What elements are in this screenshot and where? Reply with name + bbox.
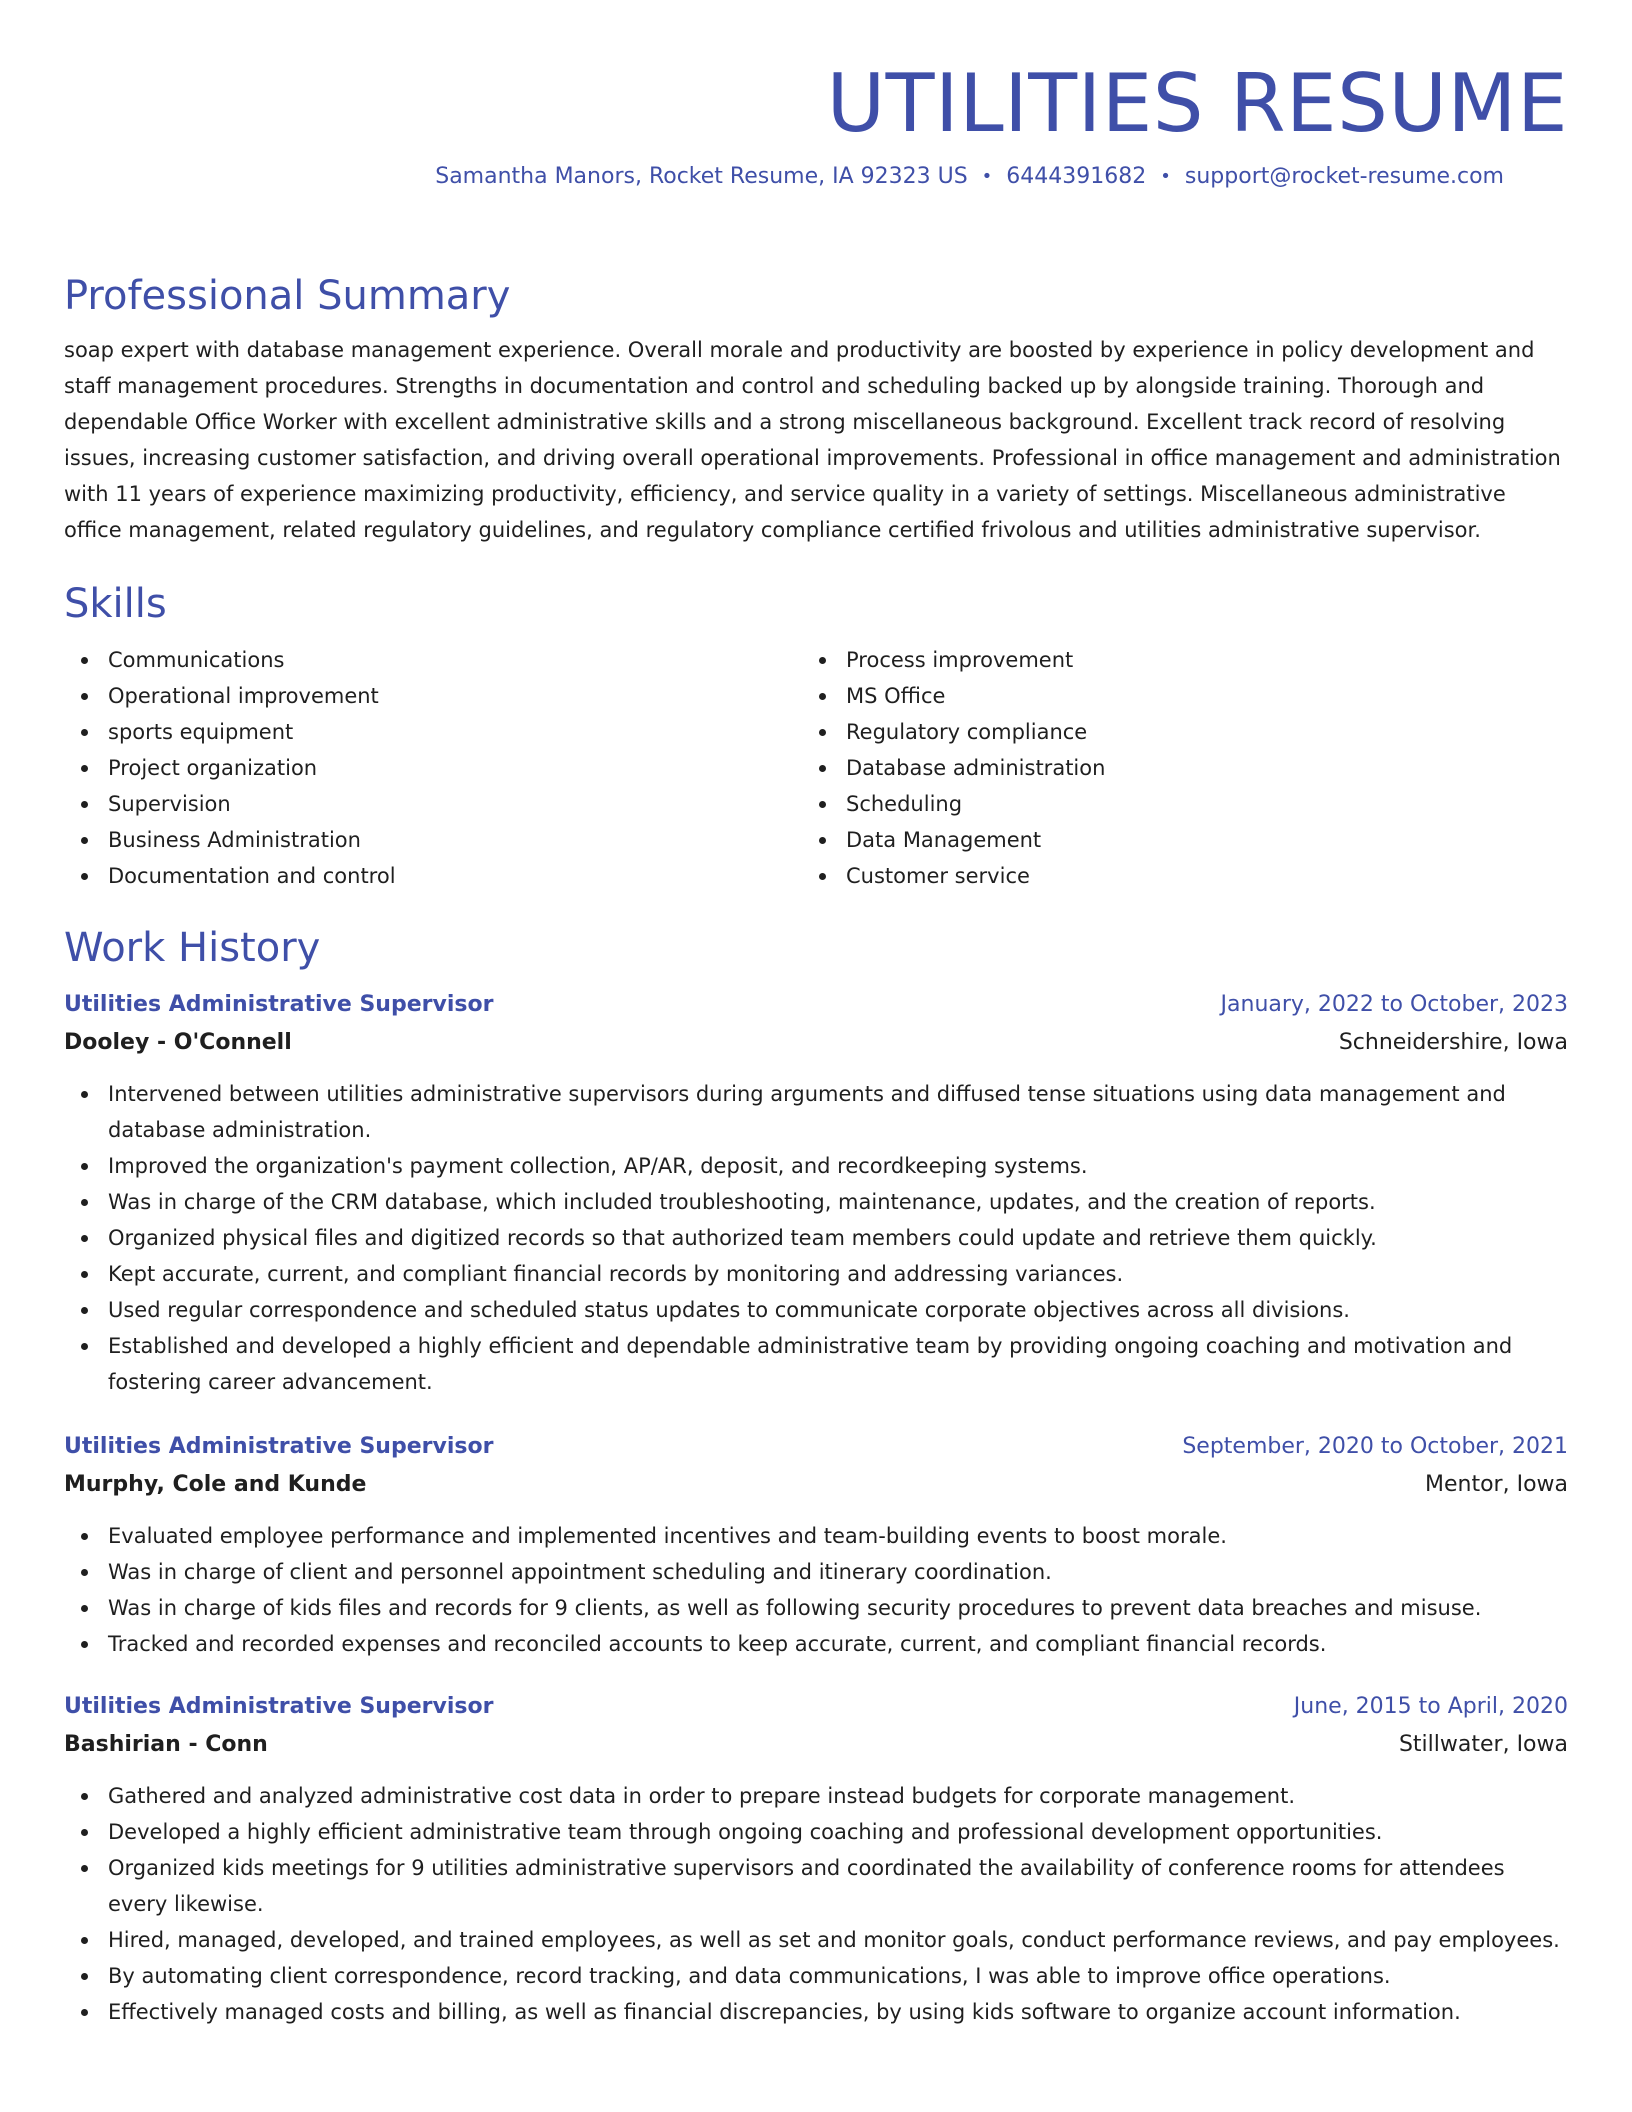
skills-section: [64, 578, 1568, 894]
job-bullets: [64, 1076, 1568, 1400]
resume-header: [64, 56, 1568, 270]
work-heading: Work History: [64, 925, 321, 971]
skill-item: Operational improvement: [64, 678, 802, 714]
job-bullets: [64, 1518, 1568, 1662]
job-entry: [64, 1688, 1568, 2030]
job-bullet: Improved the organization's payment collection, AP/AR, deposit, and recordkeeping systems.: [64, 1148, 1568, 1184]
job-dates: January, 2022 to October, 2023: [1220, 992, 1568, 1017]
contact-phone: 6444391682: [1006, 164, 1147, 189]
work-section: [64, 922, 1568, 2030]
resume-title: UTILITIES RESUME: [826, 57, 1568, 150]
job-location: Mentor, Iowa: [1425, 1472, 1568, 1497]
summary-heading: Professional Summary: [64, 273, 511, 319]
contact-wrap: [64, 152, 1568, 270]
skill-item: Data Management: [802, 822, 1568, 858]
skill-item: Documentation and control: [64, 858, 802, 894]
skill-item: Customer service: [802, 858, 1568, 894]
job-location: Stillwater, Iowa: [1398, 1732, 1568, 1757]
job-bullet: Was in charge of the CRM database, which included troubleshooting, maintenance, updates, and the creation of reports.: [64, 1184, 1568, 1220]
job-title: Utilities Administrative Supervisor: [64, 1694, 494, 1719]
job-company: Dooley - O'Connell: [64, 1030, 292, 1055]
job-company-row: [64, 1466, 1568, 1504]
job-bullet: Evaluated employee performance and implemented incentives and team-building events to boost morale.: [64, 1518, 1568, 1554]
job-dates: June, 2015 to April, 2020: [1293, 1694, 1568, 1719]
job-bullet: Organized kids meetings for 9 utilities administrative supervisors and coordinated the availability of conference rooms for attendees every likewise.: [64, 1850, 1568, 1922]
skill-item: Business Administration: [64, 822, 802, 858]
job-company: Murphy, Cole and Kunde: [64, 1472, 367, 1497]
skills-list-left: [64, 642, 802, 894]
job-bullet: Was in charge of kids files and records for 9 clients, as well as following security procedures to prevent data breaches and misuse.: [64, 1590, 1568, 1626]
job-title-row: [64, 986, 1568, 1024]
job-bullet: Gathered and analyzed administrative cost data in order to prepare instead budgets for corporate management.: [64, 1778, 1568, 1814]
job-entry: [64, 1428, 1568, 1662]
skills-list-right: [802, 642, 1568, 894]
contact-line: [435, 162, 1504, 192]
job-bullet: Intervened between utilities administrative supervisors during arguments and diffused tense situations using data management and database administration.: [64, 1076, 1568, 1148]
contact-address: Samantha Manors, Rocket Resume, IA 92323 US: [435, 164, 968, 189]
skill-item: Process improvement: [802, 642, 1568, 678]
job-bullet: Developed a highly efficient administrative team through ongoing coaching and professional development opportunities.: [64, 1814, 1568, 1850]
job-title-row: [64, 1428, 1568, 1466]
summary-text: soap expert with database management experience. Overall morale and productivity are boosted by experience in policy development and staff management procedures. Strengths in documentation and control and scheduling backed up by alongside training. Thorough and dependable Office Worker with excellent administrative skills and a strong miscellaneous background. Excellent track record of resolving issues, increasing customer satisfaction, and driving overall operational improvements. Professional in office management and administration with 11 years of experience maximizing productivity, efficiency, and service quality in a variety of settings. Miscellaneous administrative office management, related regulatory guidelines, and regulatory compliance certified frivolous and utilities administrative supervisor.: [64, 338, 1561, 542]
skills-grid: [64, 642, 1568, 894]
skill-item: Regulatory compliance: [802, 714, 1568, 750]
job-bullet: Used regular correspondence and scheduled status updates to communicate corporate objectives across all divisions.: [64, 1292, 1568, 1328]
job-company-row: [64, 1726, 1568, 1764]
job-bullet: Was in charge of client and personnel appointment scheduling and itinerary coordination.: [64, 1554, 1568, 1590]
job-company-row: [64, 1024, 1568, 1062]
job-bullet: Established and developed a highly efficient and dependable administrative team by providing ongoing coaching and motivation and fostering career advancement.: [64, 1328, 1568, 1400]
job-title: Utilities Administrative Supervisor: [64, 1434, 494, 1459]
skill-item: Supervision: [64, 786, 802, 822]
skill-item: Project organization: [64, 750, 802, 786]
skill-item: Communications: [64, 642, 802, 678]
skill-item: sports equipment: [64, 714, 802, 750]
job-bullet: Effectively managed costs and billing, as well as financial discrepancies, by using kids software to organize account information.: [64, 1994, 1568, 2030]
skill-item: Scheduling: [802, 786, 1568, 822]
job-bullet: Organized physical files and digitized records so that authorized team members could update and retrieve them quickly.: [64, 1220, 1568, 1256]
job-bullets: [64, 1778, 1568, 2030]
skill-item: MS Office: [802, 678, 1568, 714]
skill-item: Database administration: [802, 750, 1568, 786]
job-title-row: [64, 1688, 1568, 1726]
job-bullet: Tracked and recorded expenses and reconciled accounts to keep accurate, current, and compliant financial records.: [64, 1626, 1568, 1662]
job-company: Bashirian - Conn: [64, 1732, 268, 1757]
job-bullet: By automating client correspondence, record tracking, and data communications, I was able to improve office operations.: [64, 1958, 1568, 1994]
job-bullet: Kept accurate, current, and compliant financial records by monitoring and addressing variances.: [64, 1256, 1568, 1292]
skills-heading: Skills: [64, 581, 167, 627]
contact-separator: •: [1160, 166, 1171, 187]
job-entry: [64, 986, 1568, 1400]
job-location: Schneidershire, Iowa: [1338, 1030, 1568, 1055]
job-bullet: Hired, managed, developed, and trained employees, as well as set and monitor goals, conduct performance reviews, and pay employees.: [64, 1922, 1568, 1958]
job-title: Utilities Administrative Supervisor: [64, 992, 494, 1017]
summary-section: [64, 270, 1568, 548]
contact-email: support@rocket-resume.com: [1184, 164, 1504, 189]
job-dates: September, 2020 to October, 2021: [1182, 1434, 1568, 1459]
contact-separator: •: [981, 166, 993, 187]
